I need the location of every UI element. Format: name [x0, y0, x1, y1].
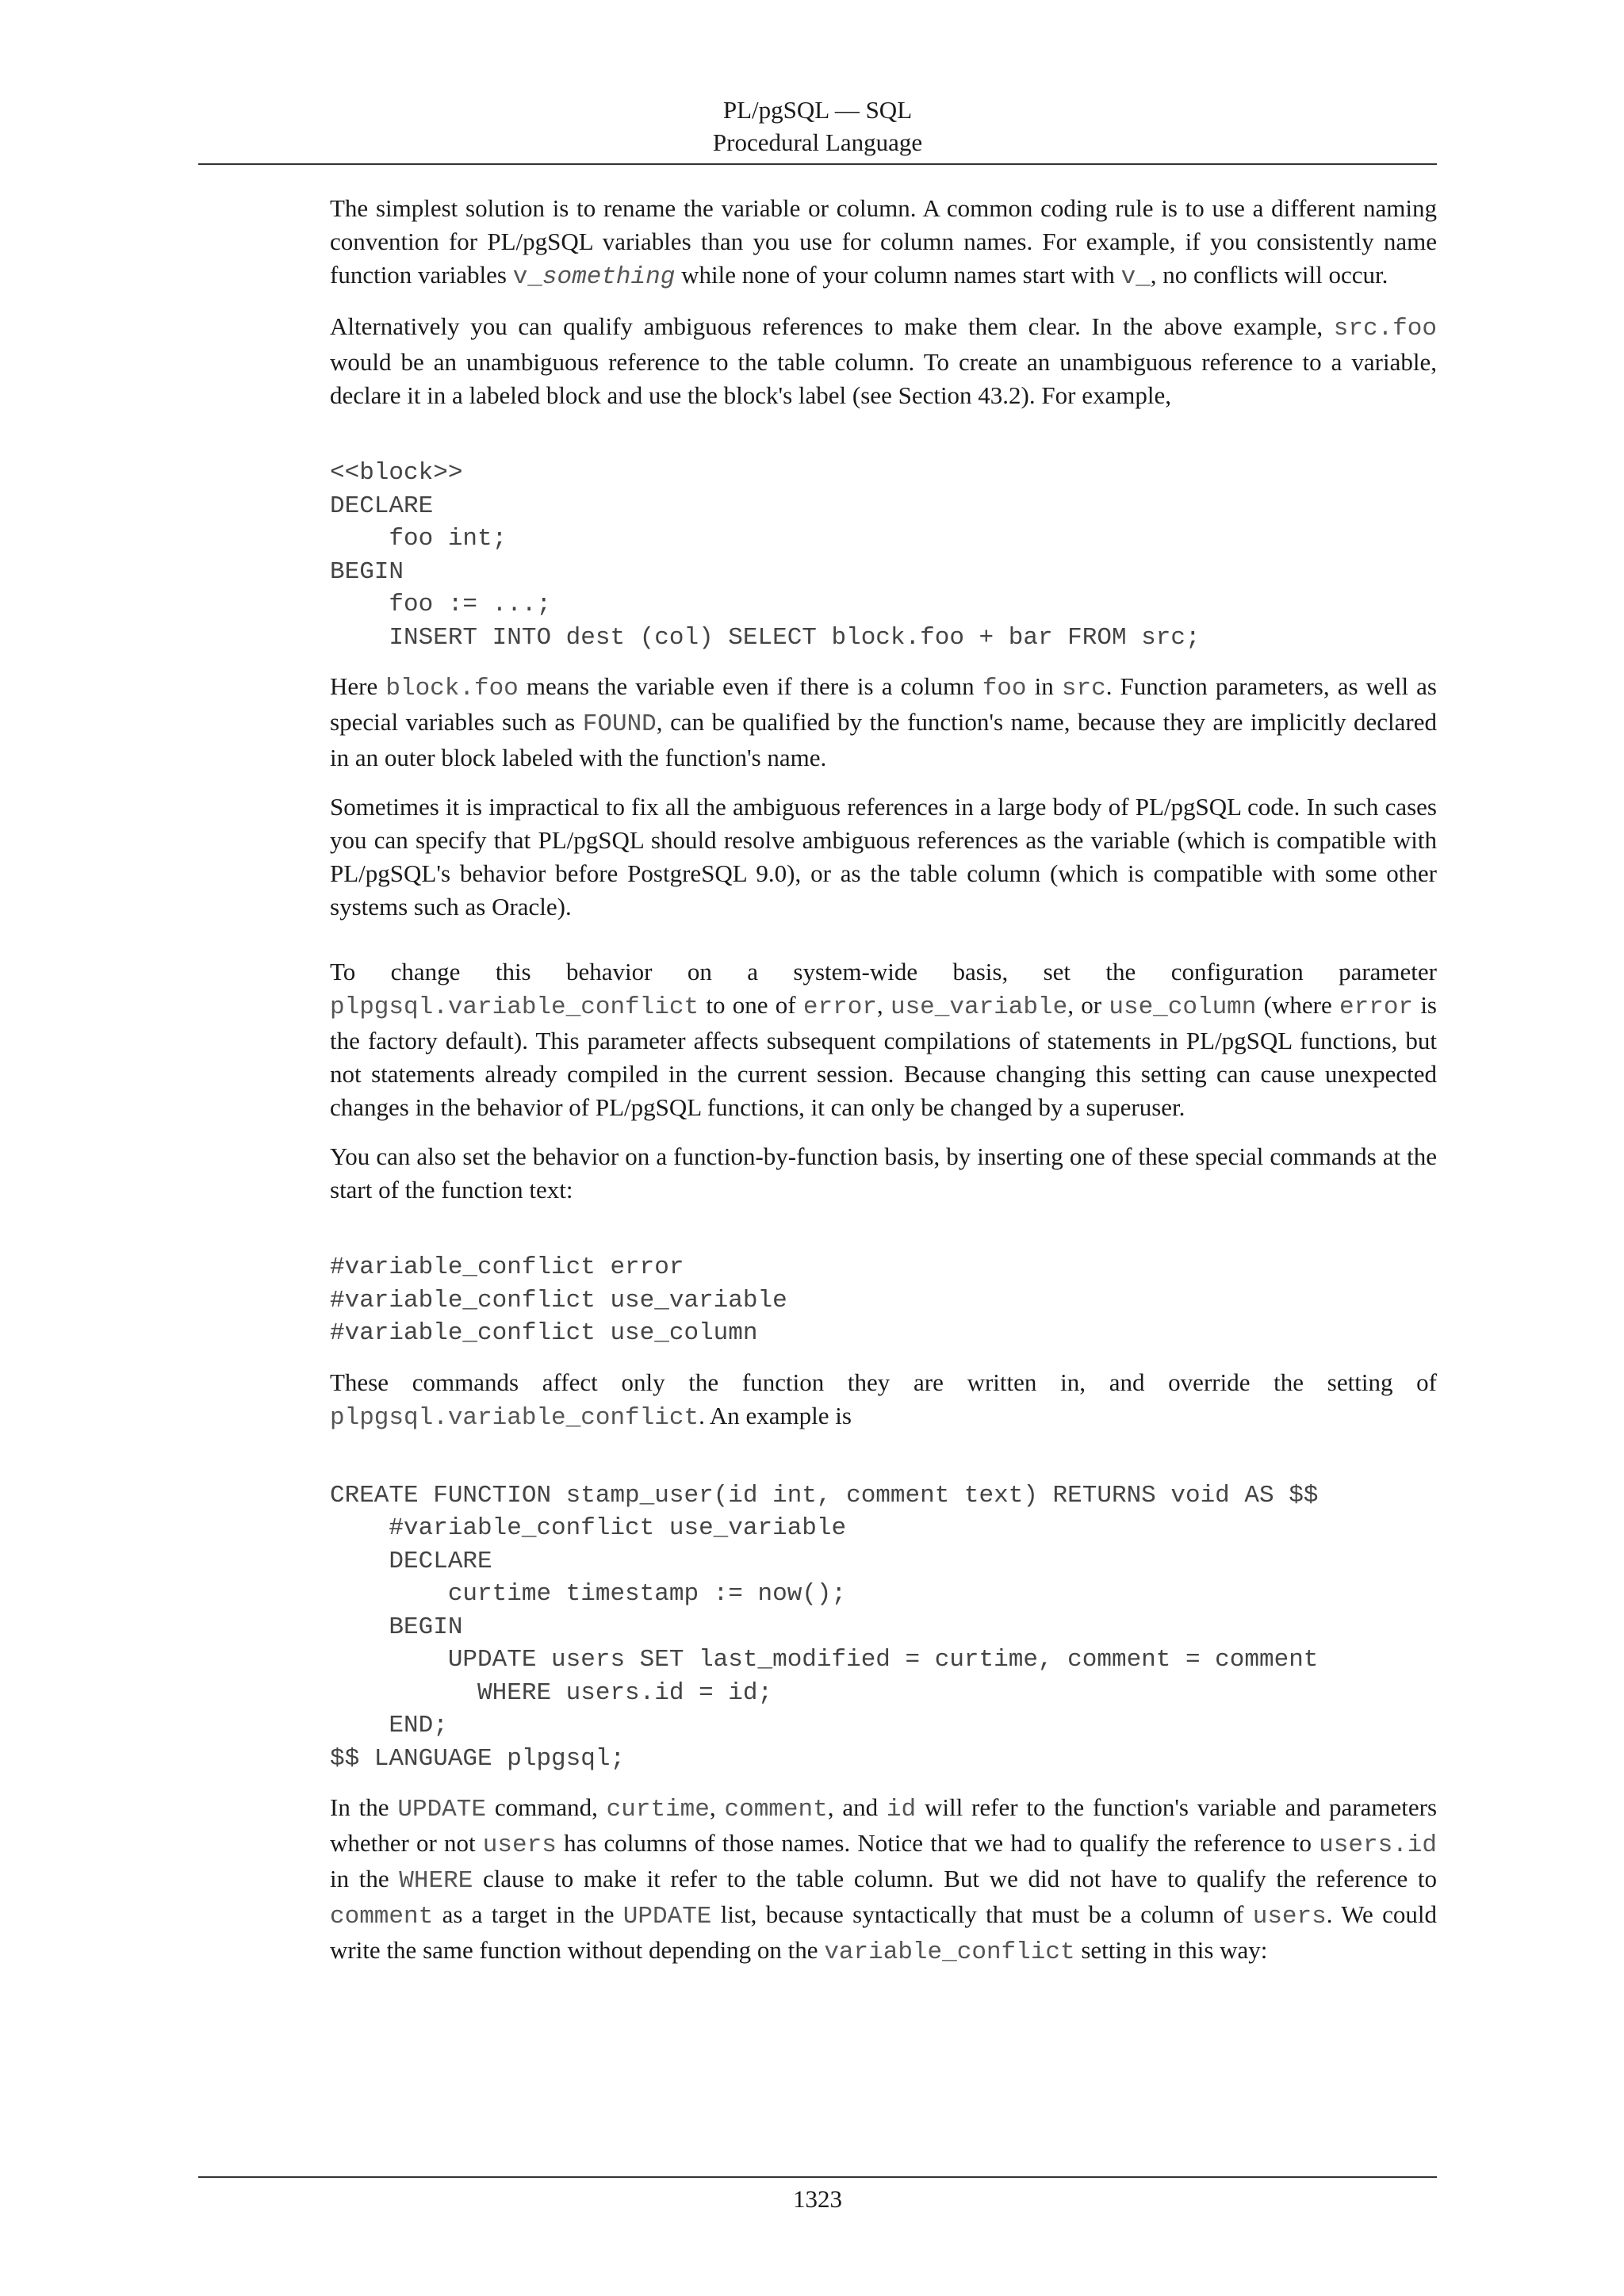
inline-code: v_ [512, 263, 542, 291]
code-block-labeled-block: <<block>> DECLARE foo int; BEGIN foo := ...; INSERT INTO dest (col) SELECT block.foo + bar FROM src; [330, 459, 1201, 652]
paragraph-update-command: In the UPDATE command, curtime, comment, and id will refer to the function's variable and parameters whether or not users has columns of those names. Notice that we had to qualify the reference to users.id in the WHERE clause to make it refer to the table column. But we did not have to qualify the reference to comment as a target in the UPDATE list, because syntactically that must be a column of users. We could write the same function without depending on the variable_conflict setting in this way: [330, 1793, 1438, 1966]
inline-code: UPDATE [397, 1796, 486, 1823]
code-block-variable-conflict: #variable_conflict error #variable_conflict use_variable #variable_conflict use_column [330, 1253, 787, 1347]
inline-code: v_ [1120, 263, 1151, 291]
inline-code: users [1252, 1903, 1327, 1931]
inline-code: foo [982, 675, 1027, 702]
inline-code: UPDATE [622, 1903, 712, 1931]
inline-code: error [802, 993, 877, 1021]
inline-code: use_column [1109, 993, 1257, 1021]
code-block-stamp-user: CREATE FUNCTION stamp_user(id int, comment text) RETURNS void AS $$ #variable_conflict use_variable DECLARE curtime timestamp := now(); BEGIN UPDATE users SET last_modified = curtime, comment = comment WHERE users.id = id; END; $$ LANGUAGE plpgsql; [330, 1481, 1319, 1773]
header-title: PL/pgSQL — SQL [722, 96, 913, 124]
paragraph-commands-affect: These commands affect only the function they are written in, and override the setting of plpgsql.variable_conflict. An example is [330, 1368, 1437, 1432]
inline-code: use_variable [890, 993, 1068, 1021]
inline-code: block.foo [385, 675, 519, 702]
paragraph-qualify-references: Alternatively you can qualify ambiguous references to make them clear. In the above example, src.foo would be an unambiguous reference to the table column. To create an unambiguous reference to a variable, declare it in a labeled block and use the block's label (see Section 43.2). For example, [330, 312, 1437, 409]
inline-code: users.id [1319, 1831, 1437, 1859]
inline-code: users [482, 1831, 557, 1859]
inline-code: comment [330, 1903, 434, 1931]
inline-code: variable_conflict [824, 1938, 1075, 1966]
paragraph-system-wide: To change this behavior on a system-wide basis, set the configuration parameter plpgsql.variable_conflict to one of error, use_variable, or use_column (where error is the factory default). This parameter affects subsequent compilations of statements in PL/pgSQL functions, but not statements already compiled in the current session. Because changing this setting can cause unexpected changes in the behavior of PL/pgSQL functions, it can only be changed by a superuser. [330, 958, 1437, 1121]
inline-code: plpgsql.variable_conflict [330, 1403, 699, 1432]
paragraph-impractical: Sometimes it is impractical to fix all the ambiguous references in a large body of PL/pgSQL code. In such cases you can specify that PL/pgSQL should resolve ambiguous references as the variable (which is compatible with PL/pgSQL's behavior before PostgreSQL 9.0), or as the table column (which is compatible with some other systems such as Oracle). [330, 793, 1437, 920]
page-header [198, 94, 1437, 159]
paragraph-block-foo: Here block.foo means the variable even if there is a column foo in src. Function parameters, as well as special variables such as FOUND, can be qualified by the function's name, because they are implicitly declared in an outer block labeled with the function's name. [330, 672, 1437, 771]
page-number: 1323 [793, 2185, 842, 2213]
footer-divider [198, 2176, 1437, 2178]
inline-code: FOUND [582, 710, 657, 738]
page-content [330, 192, 1437, 1985]
inline-code: error [1339, 993, 1414, 1021]
inline-code-italic: something [542, 263, 676, 291]
header-divider [198, 163, 1437, 165]
paragraph-function-basis: You can also set the behavior on a function-by-function basis, by inserting one of these special commands at the start of the function text: [330, 1142, 1437, 1203]
header-subtitle: Procedural Language [712, 128, 923, 156]
inline-code: WHERE [399, 1867, 473, 1895]
inline-code: src.foo [1333, 315, 1437, 342]
paragraph-rename-variable: The simplest solution is to rename the variable or column. A common coding rule is to use a different naming convention for PL/pgSQL variables than you use for column names. For example, if you consistently name function variables v_something while none of your column names start with v_, no conflicts will occur. [330, 194, 1437, 291]
inline-code: comment [724, 1796, 828, 1823]
inline-code: src [1061, 675, 1106, 702]
inline-code: curtime [606, 1796, 710, 1823]
inline-code: plpgsql.variable_conflict [330, 993, 699, 1021]
inline-code: id [886, 1796, 917, 1823]
